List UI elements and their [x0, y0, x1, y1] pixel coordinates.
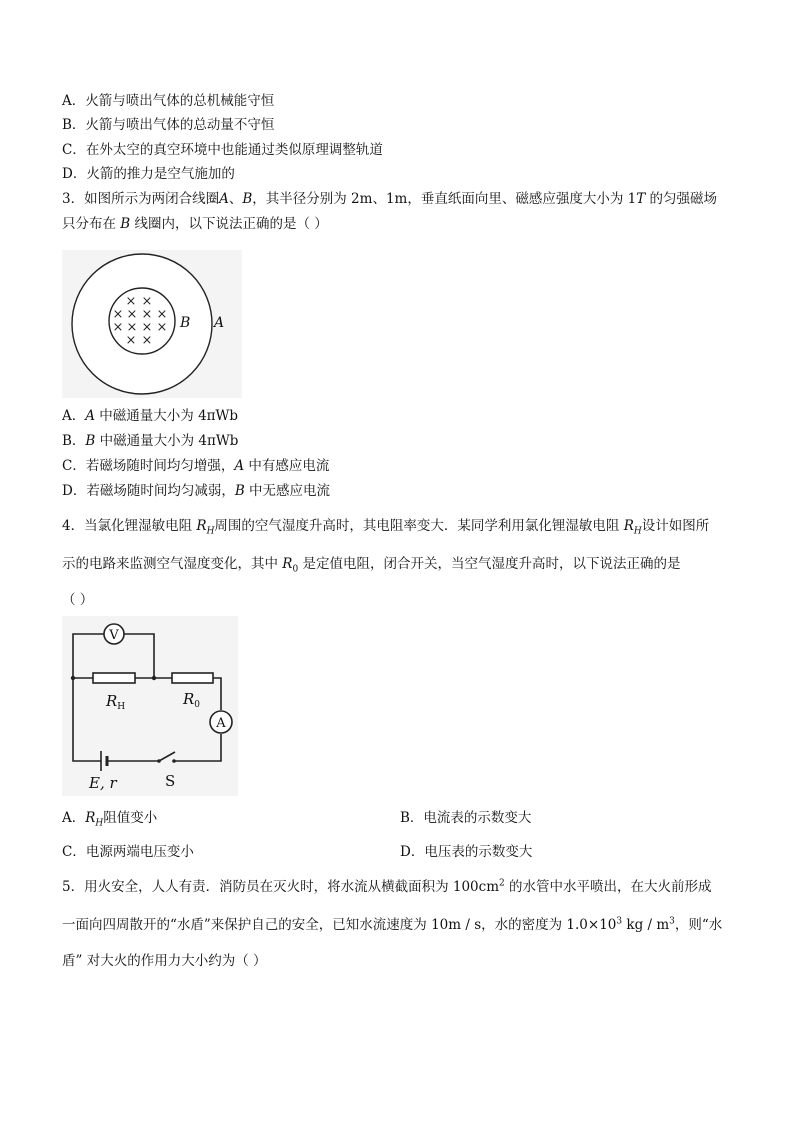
- q4-option-b: B．电流表的示数变大: [400, 810, 532, 826]
- q5-stem-line3: 盾” 对大火的作用力大小约为（ ）: [62, 953, 267, 969]
- svg-text:×: ×: [141, 333, 153, 348]
- rh-resistor: [93, 673, 135, 683]
- q4-stem-line1: 4．当氯化锂湿敏电阻 $R_H$周围的空气湿度升高时，其电阻率变大．某同学利用氯化锂湿敏电阻 $R_H$设计如图所: [62, 518, 710, 537]
- svg-text:×: ×: [126, 320, 138, 335]
- svg-text:×: ×: [156, 320, 168, 335]
- svg-text:×: ×: [112, 307, 124, 322]
- svg-text:×: ×: [156, 307, 168, 322]
- q3-option-b: B．B 中磁通量大小为 4πWb: [62, 433, 239, 449]
- svg-text:×: ×: [125, 333, 137, 348]
- svg-text:×: ×: [141, 294, 153, 309]
- q4-option-c: C．电源两端电压变小: [62, 844, 194, 860]
- svg-text:×: ×: [112, 320, 124, 335]
- svg-text:V: V: [109, 628, 119, 643]
- q3-option-d: D．若磁场随时间均匀减弱，B 中无感应电流: [62, 483, 331, 499]
- svg-text:×: ×: [126, 307, 138, 322]
- junction-dot-left: [71, 676, 75, 680]
- coil-a-label: A: [214, 315, 225, 331]
- q2-option-a: A．火箭与喷出气体的总机械能守恒: [62, 93, 275, 109]
- q2-option-d: D．火箭的推力是空气施加的: [62, 166, 235, 182]
- q4-option-a: A．$R_H$阻值变小: [62, 810, 158, 829]
- q3-stem-line1: 3．如图所示为两闭合线圈A、B，其半径分别为 2m、1m，垂直纸面向里、磁感应强度大小为 1T 的匀强磁场: [62, 191, 718, 207]
- q2-option-c: C．在外太空的真空环境中也能通过类似原理调整轨道: [62, 142, 383, 158]
- q5-stem-line2: 一面向四周散开的“水盾”来保护自己的安全，已知水流速度为 10m / s，水的密度为 $1.0\times 10^3$ kg / $m^3$，则“水: [62, 916, 723, 933]
- q2-option-b: B．火箭与喷出气体的总动量不守恒: [62, 117, 275, 133]
- battery-label: E, r: [89, 774, 117, 792]
- q5-stem-line1: 5．用火安全，人人有责．消防员在灭火时，将水流从横截面积为 $100cm^2$ 的水管中水平喷出，在大火前形成: [62, 878, 712, 895]
- q4-option-d: D．电压表的示数变大: [400, 844, 533, 860]
- rh-label: $R_H$: [106, 692, 126, 712]
- r0-resistor: [172, 673, 213, 683]
- svg-text:×: ×: [141, 307, 153, 322]
- q3-stem-line2: 只分布在 B 线圈内，以下说法正确的是（ ）: [62, 216, 328, 232]
- q4-stem-line3: （ ）: [62, 592, 94, 608]
- r0-label: $R_0$: [183, 690, 201, 710]
- svg-text:×: ×: [125, 294, 137, 309]
- q3-option-a: A．A 中磁通量大小为 4πWb: [62, 408, 239, 424]
- svg-text:×: ×: [141, 320, 153, 335]
- q3-option-c: C．若磁场随时间均匀增强，A 中有感应电流: [62, 458, 330, 474]
- switch-label: S: [165, 772, 176, 790]
- q4-stem-line2: 示的电路来监测空气湿度变化，其中 $R_0$ 是定值电阻，闭合开关，当空气湿度升高时，以下说法正确的是: [62, 556, 681, 575]
- svg-text:A: A: [216, 716, 226, 731]
- q3-coil-figure: [62, 250, 242, 398]
- junction-dot-middle: [152, 676, 156, 680]
- coil-b-label: B: [180, 315, 191, 331]
- q4-circuit-diagram: [62, 616, 238, 796]
